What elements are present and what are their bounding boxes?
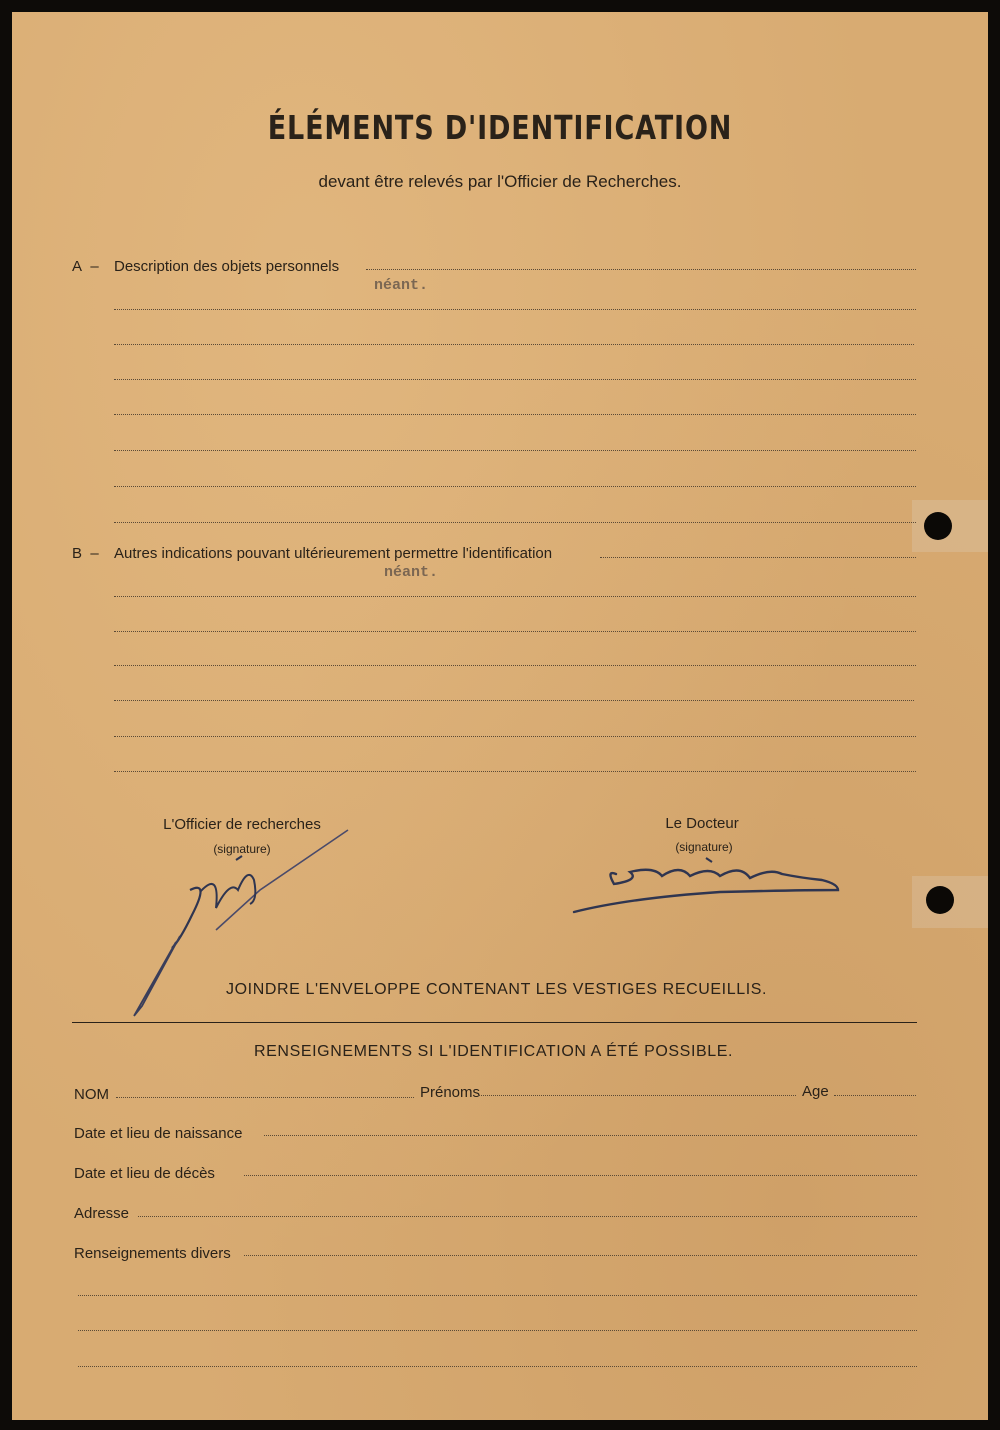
nom-field bbox=[116, 1097, 414, 1098]
section-b-label: Autres indications pouvant ultérieurement permettre l'identification bbox=[114, 545, 553, 562]
section-a-label: Description des objets personnels bbox=[114, 258, 340, 275]
section-a-line bbox=[114, 344, 914, 345]
prenoms-field bbox=[478, 1095, 796, 1096]
section-a-line bbox=[366, 269, 916, 270]
section-a-line bbox=[114, 379, 916, 380]
section-b-line bbox=[114, 665, 916, 666]
section-a-letter: A – bbox=[72, 258, 99, 275]
section-a-line bbox=[114, 522, 916, 523]
section-b-line bbox=[114, 771, 916, 772]
doctor-signature-label: Le Docteur bbox=[665, 815, 739, 832]
divers-field bbox=[244, 1255, 917, 1256]
section-b-line bbox=[114, 700, 914, 701]
identification-heading: RENSEIGNEMENTS SI L'IDENTIFICATION A ÉTÉ POSSIBLE. bbox=[254, 1043, 734, 1060]
prenoms-label: Prénoms bbox=[420, 1084, 481, 1101]
section-a-line bbox=[114, 414, 916, 415]
divers-field bbox=[78, 1366, 917, 1367]
divers-field bbox=[78, 1330, 917, 1331]
instruction-text: JOINDRE L'ENVELOPPE CONTENANT LES VESTIGES RECUEILLIS. bbox=[226, 981, 768, 998]
adresse-label: Adresse bbox=[74, 1205, 130, 1222]
officer-signature-label: L'Officier de recherches bbox=[163, 816, 321, 833]
deces-label: Date et lieu de décès bbox=[74, 1165, 215, 1182]
section-b-value: néant. bbox=[384, 564, 439, 581]
section-b-line bbox=[114, 596, 916, 597]
age-label: Age bbox=[802, 1083, 829, 1100]
doctor-handwritten-signature bbox=[570, 850, 845, 920]
adresse-field bbox=[138, 1216, 917, 1217]
doctor-signature-sub: (signature) bbox=[675, 840, 733, 854]
section-a-line bbox=[114, 486, 916, 487]
naissance-field bbox=[264, 1135, 917, 1136]
form-sheet bbox=[12, 12, 988, 1420]
punch-hole-lower bbox=[926, 886, 954, 914]
form-subtitle: devant être relevés par l'Officier de Recherches. bbox=[318, 172, 682, 191]
section-b-line bbox=[114, 736, 916, 737]
officer-signature-sub: (signature) bbox=[213, 842, 271, 856]
nom-label: NOM bbox=[74, 1086, 109, 1103]
section-a-value: néant. bbox=[374, 277, 429, 294]
section-b-letter: B – bbox=[72, 545, 99, 562]
divers-label: Renseignements divers bbox=[74, 1245, 231, 1262]
naissance-label: Date et lieu de naissance bbox=[74, 1125, 243, 1142]
section-divider bbox=[72, 1022, 917, 1023]
form-title: ÉLÉMENTS D'IDENTIFICATION bbox=[267, 108, 733, 147]
section-a-line bbox=[114, 450, 916, 451]
age-field bbox=[834, 1095, 916, 1096]
divers-field bbox=[78, 1295, 917, 1296]
punch-hole-upper bbox=[924, 512, 952, 540]
deces-field bbox=[244, 1175, 917, 1176]
section-b-line bbox=[600, 557, 916, 558]
section-b-line bbox=[114, 631, 916, 632]
section-a-line bbox=[114, 309, 916, 310]
